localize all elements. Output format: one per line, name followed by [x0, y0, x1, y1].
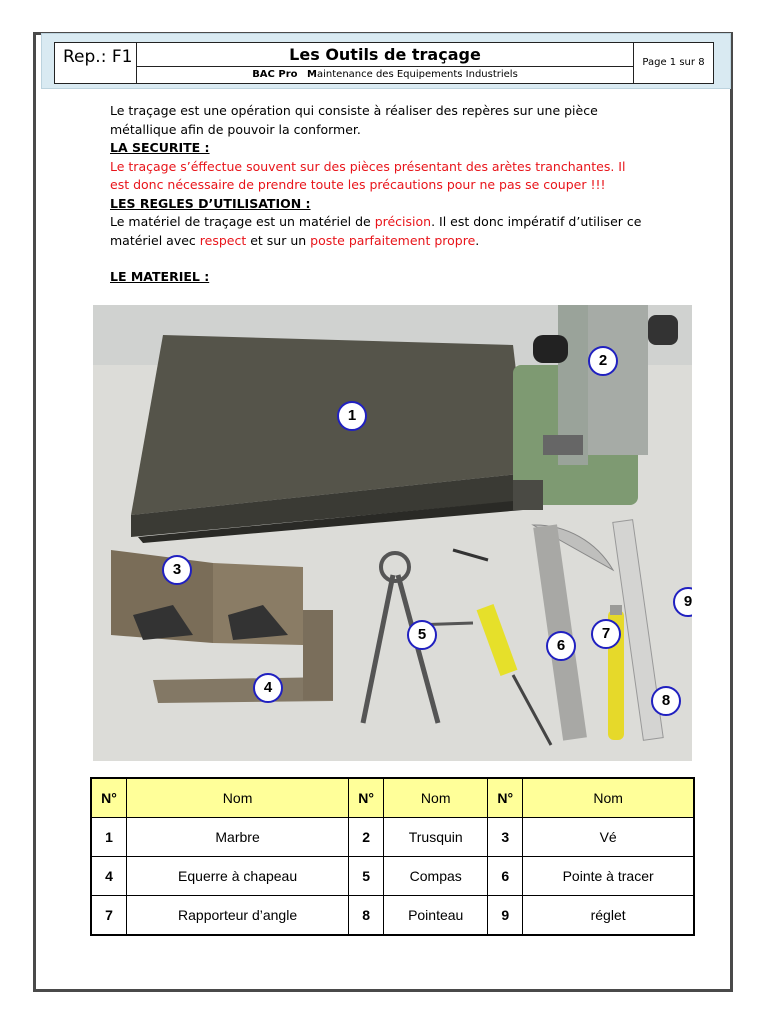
marbre-shape — [131, 335, 528, 543]
regles-line — [110, 232, 700, 251]
column-header: N° — [91, 778, 127, 818]
securite-line: est donc nécessaire de prendre toute les précautions pour ne pas se couper !!! — [110, 177, 606, 192]
regles-text: Le matériel de traçage est un matériel de — [110, 214, 375, 229]
regles-text: et sur un — [246, 232, 311, 248]
regles-text: . Il est donc impératif d’utiliser ce — [431, 214, 642, 229]
document-subtitle — [137, 67, 633, 83]
callout-1: 1 — [337, 401, 367, 431]
column-header: Nom — [384, 778, 488, 818]
callout-6: 6 — [546, 631, 576, 661]
column-header: N° — [349, 778, 384, 818]
subtitle-initial: M — [307, 69, 317, 80]
table-row — [91, 857, 694, 896]
callout-8: 8 — [651, 686, 681, 716]
column-header: N° — [488, 778, 523, 818]
securite-heading: LA SECURITE : — [110, 140, 210, 155]
column-header: Nom — [127, 778, 349, 818]
document-title: Les Outils de traçage — [137, 43, 633, 67]
table-cell-number: 5 — [349, 857, 384, 896]
regles-highlight: précision — [374, 214, 432, 229]
body-text — [110, 102, 700, 287]
table-cell-name: Rapporteur d’angle — [127, 896, 349, 936]
securite-line: Le traçage s’éffectue souvent sur des pièces présentant des arètes tranchantes. Il — [110, 158, 626, 174]
table-cell-number: 3 — [488, 818, 523, 857]
table-cell-name: réglet — [523, 896, 694, 936]
table-header-row — [91, 778, 694, 818]
table-cell-number: 1 — [91, 818, 127, 857]
table-cell-name: Marbre — [127, 818, 349, 857]
table-cell-name: Pointeau — [384, 896, 488, 936]
table-cell-name: Equerre à chapeau — [127, 857, 349, 896]
spacer — [110, 250, 700, 268]
materiel-heading: LE MATERIEL : — [110, 269, 210, 284]
regles-text: . — [475, 232, 480, 248]
callout-4: 4 — [253, 673, 283, 703]
table-cell-number: 8 — [349, 896, 384, 936]
table-row — [91, 818, 694, 857]
tools-table — [90, 777, 695, 936]
callout-5: 5 — [407, 620, 437, 650]
callout-9: 9 — [673, 587, 692, 617]
column-header: Nom — [523, 778, 694, 818]
table-cell-name: Compas — [384, 857, 488, 896]
subtitle-rest: aintenance des Equipements Industriels — [317, 69, 518, 80]
table-cell-number: 9 — [488, 896, 523, 936]
table-cell-number: 7 — [91, 896, 127, 936]
page-number: Page 1 sur 8 — [633, 43, 713, 83]
table-cell-name: Vé — [523, 818, 694, 857]
regles-line — [110, 213, 700, 232]
intro-line: Le traçage est une opération qui consiste à réaliser des repères sur une pièce — [110, 103, 598, 118]
table-cell-name: Trusquin — [384, 818, 488, 857]
tools-photo — [93, 305, 692, 761]
table-cell-number: 6 — [488, 857, 523, 896]
regles-heading: LES REGLES D’UTILISATION : — [110, 195, 311, 211]
reference-label: Rep.: F1 — [55, 43, 137, 83]
regles-highlight: poste parfaitement propre — [310, 232, 476, 248]
table-cell-number: 4 — [91, 857, 127, 896]
intro-line: métallique afin de pouvoir la conformer. — [110, 121, 361, 137]
subtitle-bold: BAC Pro — [252, 69, 298, 80]
header — [54, 42, 714, 84]
regles-text: matériel avec — [110, 232, 200, 248]
callout-7: 7 — [591, 619, 621, 649]
callout-2: 2 — [588, 346, 618, 376]
table-cell-name: Pointe à tracer — [523, 857, 694, 896]
table-cell-number: 2 — [349, 818, 384, 857]
regles-highlight: respect — [199, 232, 247, 248]
table-row — [91, 896, 694, 936]
callout-3: 3 — [162, 555, 192, 585]
